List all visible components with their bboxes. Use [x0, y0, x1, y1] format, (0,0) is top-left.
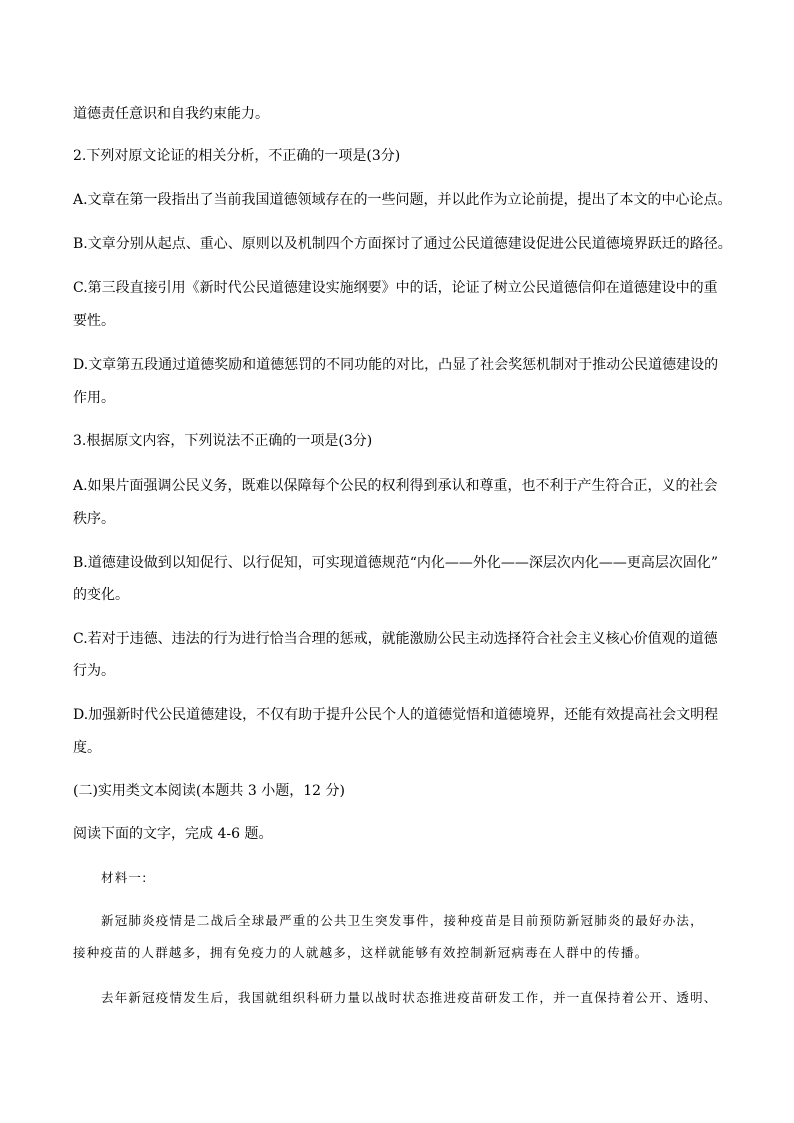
question-3-option-d: D.加强新时代公民道德建设，不仅有助于提升公民个人的道德觉悟和道德境界，还能有效提高社会文明程	[73, 707, 719, 723]
question-3-option-c: C.若对于违德、违法的行为进行恰当合理的惩戒，就能激励公民主动选择符合社会主义核心价值观的道德	[73, 631, 718, 647]
material-paragraph: 新冠肺炎疫情是二战后全球最严重的公共卫生突发事件，接种疫苗是目前预防新冠肺炎的最好办法，	[101, 913, 704, 928]
question-3-option-c-cont: 行为。	[73, 663, 115, 679]
section-heading: (二)实用类文本阅读(本题共 3 小题，12 分)	[73, 783, 345, 799]
question-2-option-b: B.文章分别从起点、重心、原则以及机制四个方面探讨了通过公民道德建设促进公民道德境界跃迁的路径。	[73, 236, 732, 252]
material-one-label: 材料一:	[101, 870, 148, 885]
question-2-option-a: A.文章在第一段指出了当前我国道德领域存在的一些问题，并以此作为立论前提，提出了本文的中心论点。	[73, 192, 732, 208]
question-3-option-b-cont: 的变化。	[73, 587, 129, 603]
question-3-option-a-cont: 秩序。	[73, 511, 115, 527]
question-2-option-c-cont: 要性。	[73, 313, 115, 329]
question-2-option-d-cont: 作用。	[73, 390, 115, 406]
question-3-option-d-cont: 度。	[73, 740, 101, 756]
material-paragraph-cont: 接种疫苗的人群越多，拥有免疫力的人就越多，这样就能够有效控制新冠病毒在人群中的传播。	[73, 945, 649, 960]
question-3-option-a: A.如果片面强调公民义务，既难以保障每个公民的权利得到承认和尊重，也不利于产生符合正，义的社会	[73, 478, 718, 494]
reading-instruction: 阅读下面的文字，完成 4-6 题。	[73, 826, 273, 842]
question-3-option-b: B.道德建设做到以知促行、以行促知，可实现道德规范“内化——外化——深层次内化——更高层次固化”	[73, 555, 719, 571]
question-2-option-c: C.第三段直接引用《新时代公民道德建设实施纲要》中的话，论证了树立公民道德信仰在道德建设中的重	[73, 280, 718, 296]
material-paragraph: 去年新冠疫情发生后，我国就组织科研力量以战时状态推进疫苗研发工作，并一直保持着公开、透明、	[101, 990, 718, 1005]
question-3-stem: 3.根据原文内容，下列说法不正确的一项是(3分)	[73, 433, 373, 449]
question-2-option-d: D.文章第五段通过道德奖励和道德惩罚的不同功能的对比，凸显了社会奖惩机制对于推动公民道德建设的	[73, 357, 719, 373]
text-line: 道德责任意识和自我约束能力。	[73, 106, 269, 122]
question-2-stem: 2.下列对原文论证的相关分析，不正确的一项是(3分)	[73, 148, 401, 164]
